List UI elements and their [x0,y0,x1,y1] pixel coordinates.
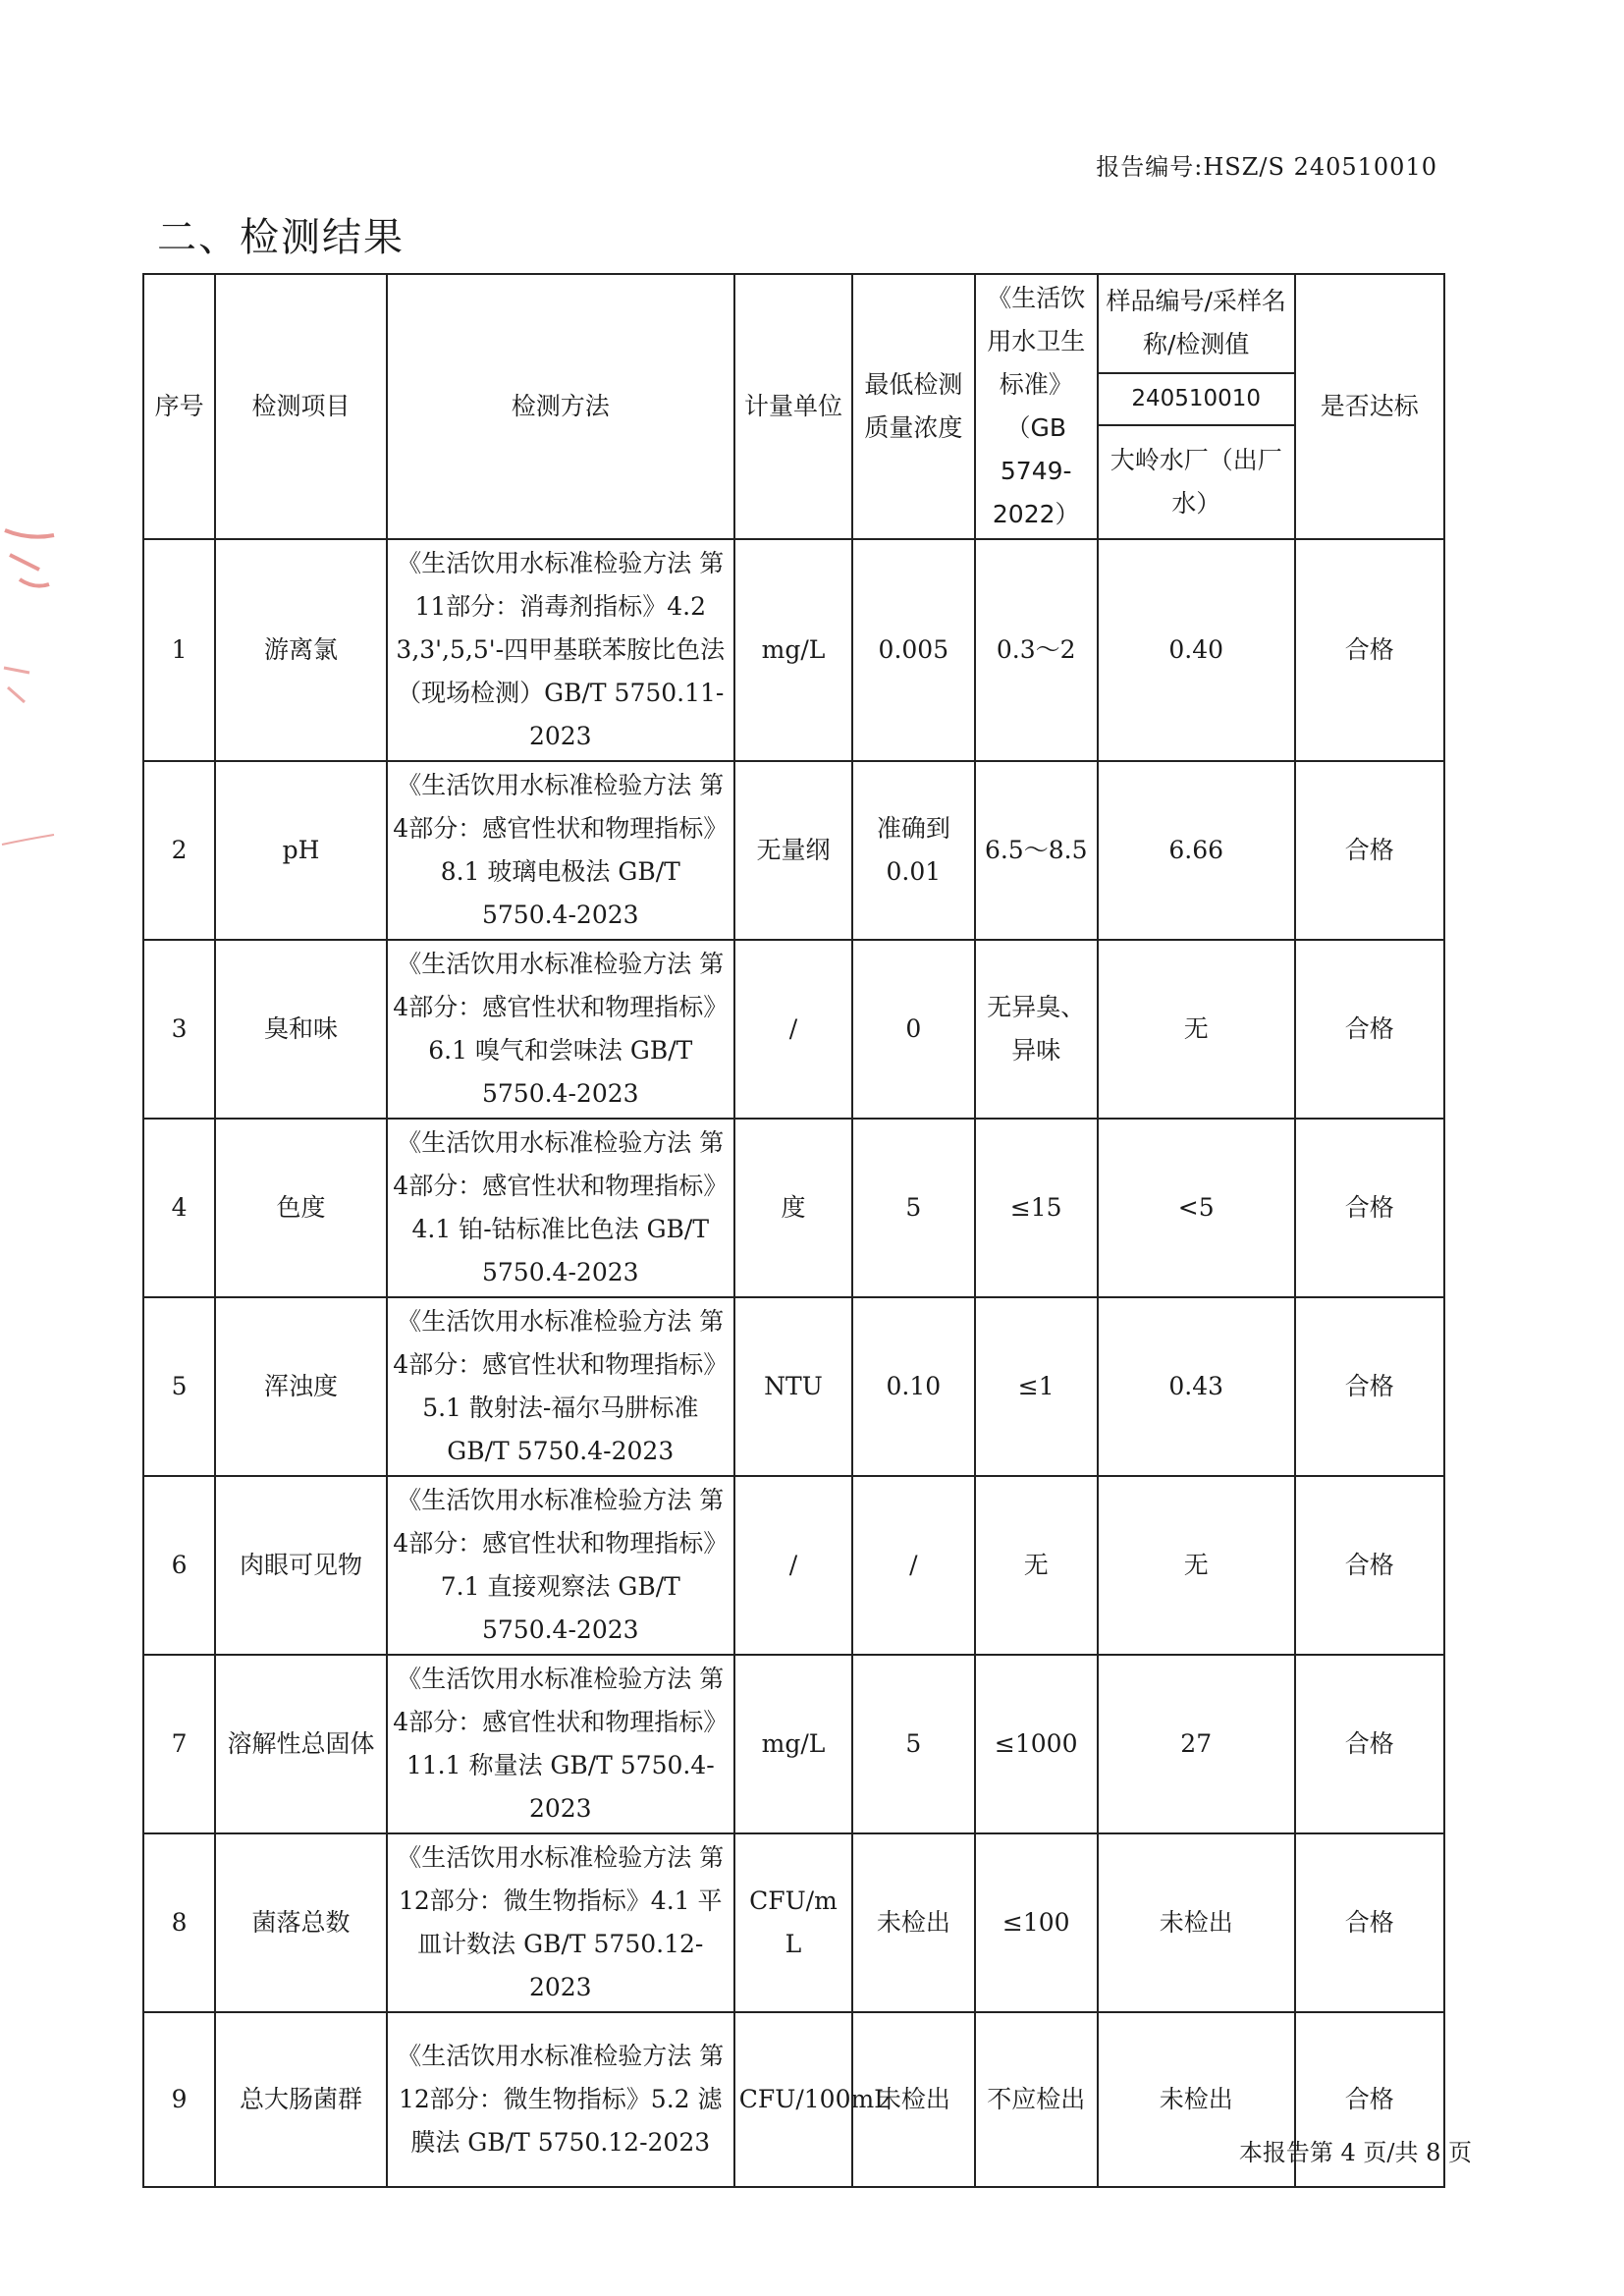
section-title: 二、检测结果 [157,215,405,260]
cell-item: 菌落总数 [215,1833,387,2012]
cell-item: 溶解性总固体 [215,1655,387,1833]
cell-item: 浑浊度 [215,1297,387,1476]
cell-mdl: 5 [852,1119,974,1297]
cell-seq: 3 [143,940,215,1119]
cell-standard: 不应检出 [975,2012,1098,2187]
cell-mdl: 未检出 [852,1833,974,2012]
table-row [143,1297,1444,1476]
cell-method: 《生活饮用水标准检验方法 第12部分：微生物指标》4.1 平皿计数法 GB/T 5750.12-2023 [387,1833,734,2012]
report-number: 报告编号:HSZ/S 240510010 [1096,153,1437,181]
cell-method: 《生活饮用水标准检验方法 第11部分：消毒剂指标》4.2 3,3',5,5'-四甲基联苯胺比色法（现场检测）GB/T 5750.11-2023 [387,539,734,761]
table-row [143,539,1444,761]
cell-seq: 9 [143,2012,215,2187]
header-sample-name: 大岭水厂（出厂水） [1098,425,1295,539]
cell-mdl: 0.10 [852,1297,974,1476]
cell-method: 《生活饮用水标准检验方法 第4部分：感官性状和物理指标》6.1 嗅气和尝味法 GB/T 5750.4-2023 [387,940,734,1119]
header-unit: 计量单位 [734,274,852,539]
cell-method: 《生活饮用水标准检验方法 第4部分：感官性状和物理指标》11.1 称量法 GB/T 5750.4-2023 [387,1655,734,1833]
cell-seq: 1 [143,539,215,761]
cell-value: 未检出 [1098,1833,1295,2012]
cell-value: 0.40 [1098,539,1295,761]
cell-item: 臭和味 [215,940,387,1119]
cell-method: 《生活饮用水标准检验方法 第4部分：感官性状和物理指标》7.1 直接观察法 GB/T 5750.4-2023 [387,1476,734,1655]
cell-unit: mg/L [734,539,852,761]
header-item: 检测项目 [215,274,387,539]
cell-unit: CFU/m L [734,1833,852,2012]
cell-pass: 合格 [1295,1655,1445,1833]
cell-item: 色度 [215,1119,387,1297]
cell-unit: / [734,940,852,1119]
cell-standard: 0.3～2 [975,539,1098,761]
header-seq: 序号 [143,274,215,539]
cell-seq: 7 [143,1655,215,1833]
cell-pass: 合格 [1295,1833,1445,2012]
header-sample-group: 样品编号/采样名称/检测值 [1098,274,1295,373]
cell-mdl: 0 [852,940,974,1119]
cell-value: 0.43 [1098,1297,1295,1476]
cell-value: 27 [1098,1655,1295,1833]
cell-unit: NTU [734,1297,852,1476]
cell-value: <5 [1098,1119,1295,1297]
cell-standard: ≤1 [975,1297,1098,1476]
seal-stamp-fragment [0,511,69,864]
cell-method: 《生活饮用水标准检验方法 第12部分：微生物指标》5.2 滤膜法 GB/T 5750.12-2023 [387,2012,734,2187]
cell-standard: 无 [975,1476,1098,1655]
cell-standard: ≤1000 [975,1655,1098,1833]
cell-unit: mg/L [734,1655,852,1833]
cell-seq: 6 [143,1476,215,1655]
cell-mdl: / [852,1476,974,1655]
cell-pass: 合格 [1295,1297,1445,1476]
cell-method: 《生活饮用水标准检验方法 第4部分：感官性状和物理指标》5.1 散射法-福尔马肼标准 GB/T 5750.4-2023 [387,1297,734,1476]
page-footer: 本报告第 4 页/共 8 页 [1238,2139,1472,2166]
cell-item: 游离氯 [215,539,387,761]
cell-seq: 4 [143,1119,215,1297]
cell-seq: 5 [143,1297,215,1476]
cell-seq: 8 [143,1833,215,2012]
table-row [143,1476,1444,1655]
header-sample-id: 240510010 [1098,373,1295,426]
cell-method: 《生活饮用水标准检验方法 第4部分：感官性状和物理指标》8.1 玻璃电极法 GB/T 5750.4-2023 [387,761,734,940]
cell-pass: 合格 [1295,940,1445,1119]
cell-item: 总大肠菌群 [215,2012,387,2187]
table-row [143,940,1444,1119]
cell-pass: 合格 [1295,1119,1445,1297]
cell-method: 《生活饮用水标准检验方法 第4部分：感官性状和物理指标》4.1 铂-钴标准比色法 GB/T 5750.4-2023 [387,1119,734,1297]
table-row [143,761,1444,940]
table-row [143,1833,1444,2012]
cell-pass: 合格 [1295,1476,1445,1655]
cell-standard: ≤15 [975,1119,1098,1297]
cell-pass: 合格 [1295,539,1445,761]
cell-mdl: 准确到0.01 [852,761,974,940]
cell-standard: ≤100 [975,1833,1098,2012]
table-row [143,1119,1444,1297]
cell-standard: 6.5～8.5 [975,761,1098,940]
cell-seq: 2 [143,761,215,940]
results-table [142,273,1445,2188]
cell-unit: 无量纲 [734,761,852,940]
cell-unit: 度 [734,1119,852,1297]
cell-mdl: 0.005 [852,539,974,761]
header-mdl: 最低检测质量浓度 [852,274,974,539]
cell-mdl: 5 [852,1655,974,1833]
cell-mdl: 未检出 [852,2012,974,2187]
header-standard: 《生活饮用水卫生标准》（GB 5749-2022） [975,274,1098,539]
header-method: 检测方法 [387,274,734,539]
cell-value: 6.66 [1098,761,1295,940]
cell-value: 未检出 [1098,2012,1295,2187]
header-pass: 是否达标 [1295,274,1445,539]
cell-value: 无 [1098,1476,1295,1655]
cell-unit: / [734,1476,852,1655]
table-row [143,1655,1444,1833]
cell-pass: 合格 [1295,761,1445,940]
cell-item: pH [215,761,387,940]
cell-pass: 合格 [1295,2012,1445,2187]
cell-unit: CFU/100mL [734,2012,852,2187]
cell-value: 无 [1098,940,1295,1119]
cell-item: 肉眼可见物 [215,1476,387,1655]
cell-standard: 无异臭、异味 [975,940,1098,1119]
